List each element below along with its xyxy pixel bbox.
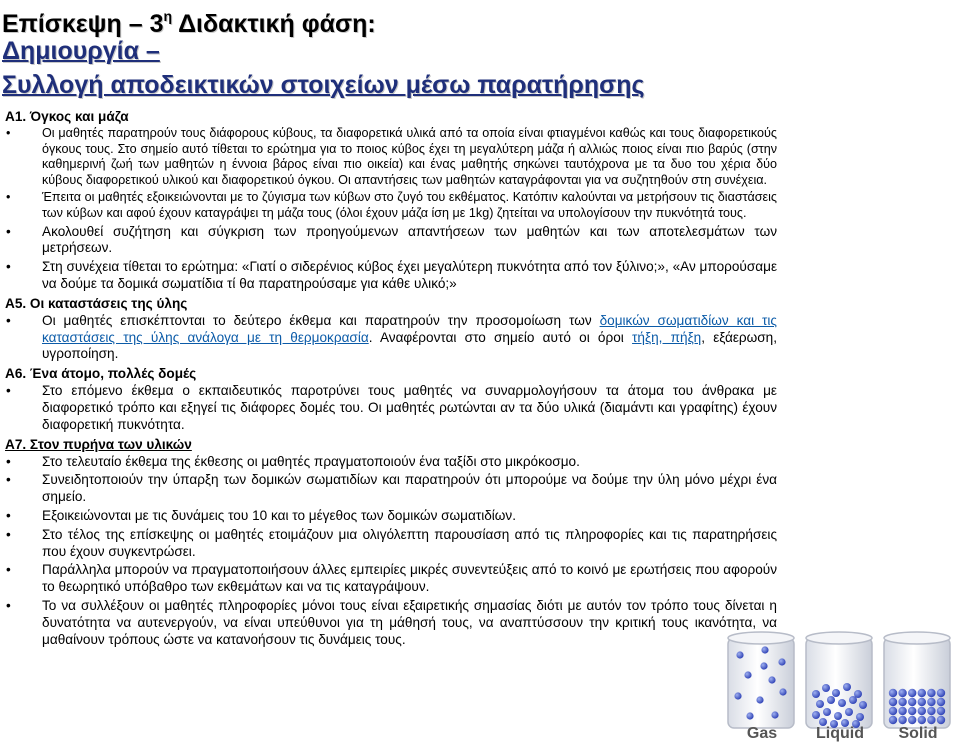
particle [937, 707, 945, 715]
list-item [5, 508, 777, 525]
particle [889, 698, 897, 706]
particle [918, 707, 926, 715]
bullet-icon: • [6, 312, 11, 328]
link-particles-states[interactable]: δομικών σωματιδίων και τις καταστάσεις της ύλης ανάλογα με τη θερμοκρασία [42, 312, 777, 345]
list-item [5, 472, 777, 506]
list-item [5, 383, 777, 433]
particle [918, 689, 926, 697]
states-of-matter-illustration [720, 630, 960, 747]
title-superscript: η [163, 8, 173, 24]
page-title-line1 [2, 2, 376, 39]
particle [838, 699, 846, 707]
list-item [5, 313, 777, 363]
section-title-a5: A5. Οι καταστάσεις της ύλης [5, 295, 188, 311]
particle [908, 707, 916, 715]
list-item-text: Συνειδητοποιούν την ύπαρξη των δομικών σωματιδίων και παρατηρούν ότι μπορούμε να δούμε την ύλη μόνο μέχρι ένα σημείο. [42, 472, 777, 505]
section-list-a1 [5, 126, 777, 222]
section-title-a1: A1. Όγκος και μάζα [5, 109, 129, 124]
particle [908, 689, 916, 697]
list-item-text: Στο τελευταίο έκθεμα της έκθεσης οι μαθητές πραγματοποιούν ένα ταξίδι στο μικρόκοσμο. [42, 453, 580, 469]
particle [898, 698, 906, 706]
particle [908, 698, 916, 706]
solid-label: Solid [898, 725, 938, 742]
particle [827, 696, 835, 704]
list-item-text: Το να συλλέξουν οι μαθητές πληροφορίες μόνοι τους είναι εξαιρετικής σημασίας διότι με αυτόν τον τρόπο τους δίνεται η δυνατότητα να αυτενεργούν, να είναι υπεύθυνοι για τη μάθησή τους, να αναπτύσσουν την κριτική τους ικανότητα, να μαθαίνουν τρόπους ώστε να κατανοήσουν τις δυνάμεις τους. [42, 597, 777, 647]
list-item [5, 259, 777, 293]
particle [918, 716, 926, 724]
particle [937, 698, 945, 706]
page-title-line3: Συλλογή αποδεικτικών στοιχείων μέσω παρατήρησης [2, 71, 645, 99]
list-item-text: Στη συνέχεια τίθεται το ερώτημα: «Γιατί ο σιδερένιος κύβος έχει μεγαλύτερη πυκνότητα από τον ξύλινο;», «Αν μπορούσαμε να δούμε τα δομικά σωματίδια τί θα παρατηρούσαμε για κάθε υλικό;» [42, 259, 777, 291]
particle [937, 716, 945, 724]
list-item [5, 562, 777, 596]
particle [843, 683, 851, 691]
particle [927, 689, 935, 697]
particle [898, 707, 906, 715]
bullet-icon: • [6, 383, 11, 399]
particle [746, 712, 753, 719]
particle [908, 716, 916, 724]
particle [927, 716, 935, 724]
list-item-text: Παράλληλα μπορούν να πραγματοποιήσουν άλλες εμπειρίες μικρές συνεντεύξεις από το κοινό με ερωτήσεις που αφορούν το θεωρητικό υπόβαθρο των εκθεμάτων και να τις καταγράψουν. [42, 562, 777, 595]
particle [744, 671, 751, 678]
bullet-icon: • [6, 472, 11, 488]
particle [812, 711, 820, 719]
list-item [5, 126, 777, 188]
list-item-text: Στο επόμενο έκθεμα ο εκπαιδευτικός παροτρύνει τους μαθητές να συναρμολογήσουν τα άτομα του άνθρακα με διαφορετικό τρόπο και εξηγεί τις διάφορες δομές του. Οι μαθητές ρωτώνται αν τα δύο υλικά (διαμάντι και γραφίτης) έχουν διαφορετική πυκνότητα. [42, 383, 777, 432]
bullet-icon: • [6, 223, 11, 239]
particle [927, 698, 935, 706]
particle [823, 708, 831, 716]
section-title-a7-text: A7. Στον πυρήνα των υλικών [5, 436, 192, 452]
list-item-text: Οι μαθητές παρατηρούν τους διάφορους κύβους, τα διαφορετικά υλικά από τα οποία είναι φτιαγμένοι καθώς και τους διαφορετικούς όγκους τους. Στο σημείο αυτό τίθεται το ερώτημα για το ποιος κύβος έχει τη μεγαλύτερη μάζα ή αλλιώς ποιος είναι πιο βαρύς (στην καθημερινή ζωή των μαθητών η έννοια βάρος είναι πιο οικεία) και ένας μαθητής σηκώνει ταυτόχρονα με τα δυο του χέρια δύο κύβους διαφορετικού υλικού και διαφορετικού όγκου. Οι απαντήσεις των μαθητών καταγράφονται για να συζητηθούν στη συνέχεια. [42, 126, 777, 187]
particle [816, 700, 824, 708]
particle [849, 696, 857, 704]
list-item-text: Ακολουθεί συζήτηση και σύγκριση των προηγούμενων απαντήσεων των μαθητών και των αποτελεσμάτων των μετρήσεων. [42, 223, 777, 256]
particle [778, 658, 785, 665]
particle [768, 676, 775, 683]
particle [898, 716, 906, 724]
particle [834, 712, 842, 720]
section-title-a7 [5, 436, 777, 453]
particle [856, 713, 864, 721]
document-body [5, 108, 777, 650]
list-item [5, 190, 777, 221]
particle [761, 646, 768, 653]
particle [889, 689, 897, 697]
list-item-text: Εξοικειώνονται με τις δυνάμεις του 10 και το μέγεθος των δομικών σωματιδίων. [42, 507, 516, 523]
list-item [5, 527, 777, 561]
bullet-icon: • [6, 453, 11, 469]
list-item-text: Στο τέλος της επίσκεψης οι μαθητές ετοιμάζουν μια ολιγόλεπτη παρουσίαση από τις πληροφορίες και τις παρατηρήσεις που έχουν συγκεντρώσει. [42, 526, 777, 559]
particle [756, 696, 763, 703]
bullet-icon: • [6, 259, 11, 275]
bullet-icon: • [6, 507, 11, 523]
gas-container [728, 632, 794, 728]
particle [822, 684, 830, 692]
liquid-label: Liquid [816, 725, 864, 742]
particle [812, 690, 820, 698]
bullet-icon: • [6, 126, 11, 140]
page-title-line2: Δημιουργία – [2, 37, 160, 65]
solid-container [884, 632, 950, 728]
list-item [5, 454, 777, 471]
section-list-a5 [5, 313, 777, 363]
particle [832, 689, 840, 697]
list-item-text: , εξάερωση, υγροποίηση. [42, 329, 777, 362]
section-title-a6: A6. Ένα άτομο, πολλές δομές [5, 366, 197, 382]
list-item-text: . Αναφέρονται στο σημείο αυτό οι όροι [368, 329, 633, 345]
title-suffix: Διδακτική φάση: [172, 10, 376, 38]
list-item-text: Έπειτα οι μαθητές εξοικειώνονται με το ζύγισμα των κύβων στο ζυγό του εκθέματος. Κατόπιν καλούνται να μετρήσουν τις διαστάσεις των κύβων και αφού έχουν καταγράψει τη μάζα τους (όλοι έχουν μάζα ίση με 1kg) ζητείται να υπολογίσουν την πυκνότητά τους. [42, 190, 777, 220]
particle [859, 701, 867, 709]
particle [927, 707, 935, 715]
section-list-a1-continued [5, 224, 777, 293]
section-list-a7 [5, 454, 777, 649]
bullet-icon: • [6, 597, 11, 613]
particle [845, 708, 853, 716]
bullet-icon: • [6, 562, 11, 578]
particle [771, 711, 778, 718]
liquid-container [806, 632, 872, 728]
particle [918, 698, 926, 706]
title-prefix: Επίσκεψη – 3 [2, 10, 164, 38]
particle [937, 689, 945, 697]
bullet-icon: • [6, 526, 11, 542]
list-item [5, 224, 777, 258]
bullet-icon: • [6, 190, 11, 205]
link-melting-freezing[interactable]: τήξη, πήξη [632, 329, 702, 345]
particle [898, 689, 906, 697]
particle [734, 692, 741, 699]
list-item-text: Οι μαθητές επισκέπτονται το δεύτερο έκθεμα και παρατηρούν την προσομοίωση των [42, 312, 600, 328]
list-item [5, 598, 777, 648]
particle [889, 716, 897, 724]
gas-label: Gas [746, 725, 778, 742]
states-of-matter-figure [720, 630, 960, 747]
particle [779, 688, 786, 695]
particle [889, 707, 897, 715]
particle [736, 651, 743, 658]
section-list-a6 [5, 383, 777, 433]
particle [760, 662, 767, 669]
